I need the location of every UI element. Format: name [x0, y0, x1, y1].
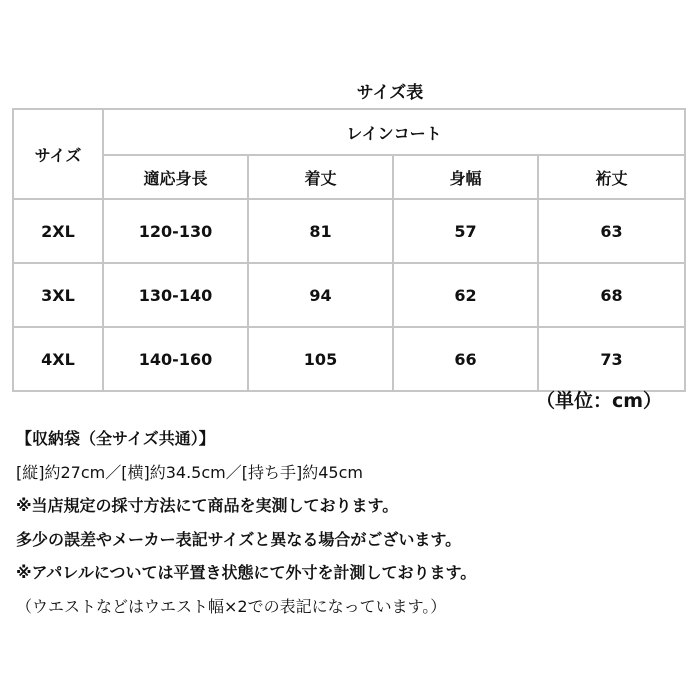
- notes-block: [16, 426, 686, 627]
- cell-length: 81: [248, 199, 393, 263]
- note-apparel-measurement: ※アパレルについては平置き状態にて外寸を計測しております。: [16, 563, 477, 582]
- column-header-height: 適応身長: [103, 155, 248, 199]
- table-row: [13, 263, 685, 327]
- cell-sleeve: 63: [538, 199, 685, 263]
- group-header-raincoat: レインコート: [103, 109, 685, 155]
- cell-length: 94: [248, 263, 393, 327]
- cell-width: 57: [393, 199, 538, 263]
- size-table: [12, 108, 686, 392]
- table-row: [13, 199, 685, 263]
- row-header-size: サイズ: [13, 109, 103, 199]
- cell-size: 4XL: [13, 327, 103, 391]
- cell-size: 3XL: [13, 263, 103, 327]
- note-size-difference: 多少の誤差やメーカー表記サイズと異なる場合がございます。: [16, 529, 462, 549]
- note-storage-bag-heading: 【収納袋（全サイズ共通）】: [16, 429, 215, 448]
- table-row: [13, 327, 685, 391]
- column-header-width: 身幅: [393, 155, 538, 199]
- note-storage-bag-size: [縦]約27cm／[横]約34.5cm／[持ち手]約45cm: [16, 462, 363, 482]
- cell-height: 120-130: [103, 199, 248, 263]
- cell-size: 2XL: [13, 199, 103, 263]
- note-waist-notation: （ウエストなどはウエスト幅×2での表記になっています。）: [16, 596, 447, 616]
- column-header-sleeve: 裄丈: [538, 155, 685, 199]
- note-measurement-method: ※当店規定の採寸方法にて商品を実測しております。: [16, 496, 399, 515]
- unit-label: （単位：cm）: [535, 390, 662, 412]
- column-header-length: 着丈: [248, 155, 393, 199]
- cell-height: 140-160: [103, 327, 248, 391]
- cell-height: 130-140: [103, 263, 248, 327]
- cell-width: 66: [393, 327, 538, 391]
- cell-width: 62: [393, 263, 538, 327]
- cell-sleeve: 68: [538, 263, 685, 327]
- page-title: サイズ表: [356, 83, 424, 103]
- table-header-row: [13, 109, 685, 155]
- table-subheader-row: [13, 155, 685, 199]
- cell-sleeve: 73: [538, 327, 685, 391]
- cell-length: 105: [248, 327, 393, 391]
